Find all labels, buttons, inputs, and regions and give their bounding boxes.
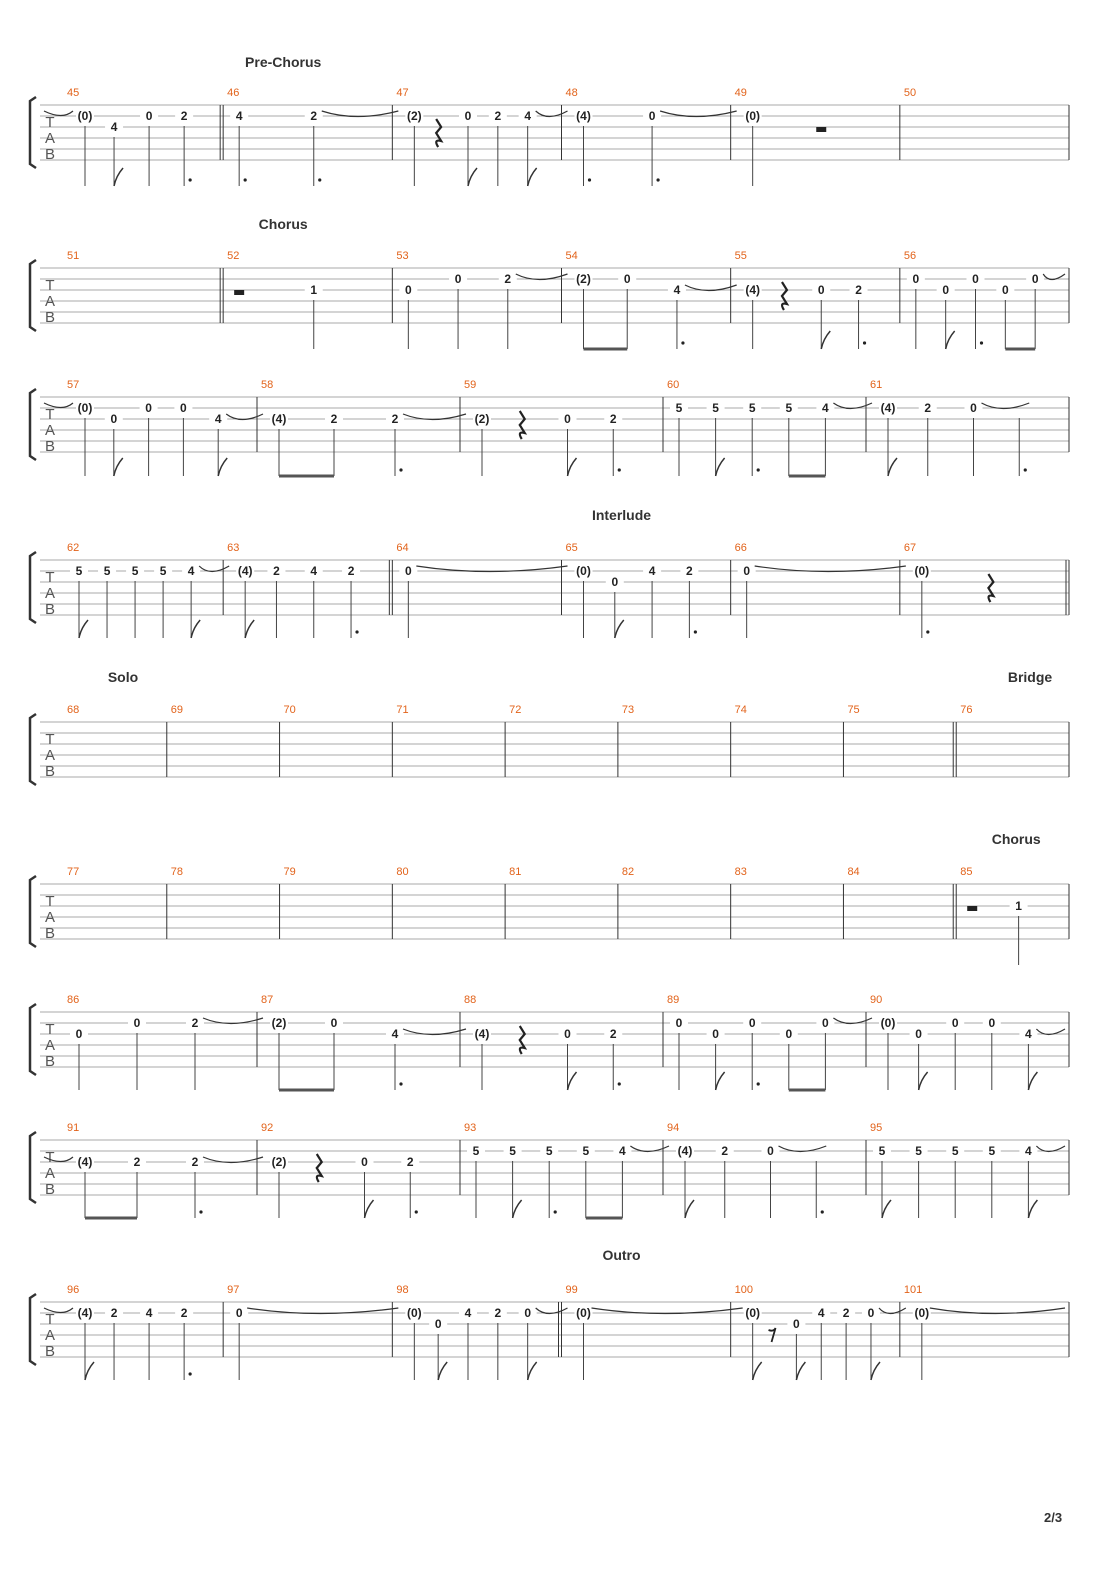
fret-number: 5 — [582, 1144, 590, 1158]
half-rest — [816, 127, 826, 132]
measure-number: 59 — [464, 379, 477, 391]
fret-number: 4 — [187, 564, 195, 578]
measure-number: 49 — [734, 87, 747, 99]
fret-number: 2 — [391, 412, 399, 426]
fret-number: 4 — [145, 1306, 153, 1320]
note-flag — [79, 620, 88, 638]
note-dot — [757, 1082, 760, 1085]
fret-number: 0 — [330, 1016, 338, 1030]
fret-number: 2 — [347, 564, 355, 578]
fret-number: 2 — [180, 109, 188, 123]
fret-number: 5 — [75, 564, 83, 578]
fret-number: 0 — [972, 272, 979, 286]
measure-number: 84 — [847, 866, 860, 878]
fret-number: 4 — [310, 564, 318, 578]
tab-letter-a: A — [44, 585, 56, 602]
fret-number: 4 — [817, 1306, 825, 1320]
tab-letter-a: A — [44, 1327, 56, 1344]
staff-bracket — [30, 1294, 36, 1365]
measure-number: 50 — [903, 87, 917, 99]
measure-number: 95 — [870, 1122, 883, 1134]
measure-number: 54 — [565, 250, 578, 262]
fret-number: 0 — [767, 1144, 774, 1158]
note-flag — [85, 1362, 94, 1380]
fret-number: 2 — [721, 1144, 729, 1158]
staff-bracket — [30, 714, 36, 785]
measure-number: 96 — [67, 1284, 80, 1296]
fret-number: 0 — [623, 272, 631, 286]
measure-number: 69 — [170, 704, 184, 716]
fret-number: 4 — [391, 1027, 399, 1041]
fret-number: 0 — [361, 1155, 368, 1169]
note-flag — [528, 1362, 537, 1380]
fret-number: 0 — [464, 109, 472, 123]
note-flag — [753, 1362, 762, 1380]
fret-number: 4 — [619, 1144, 626, 1158]
note-dot — [399, 1082, 402, 1085]
tab-letter-a: A — [44, 130, 56, 147]
measure-number: 45 — [67, 87, 80, 99]
fret-number: 0 — [785, 1027, 793, 1041]
fret-number: 5 — [103, 564, 111, 578]
fret-number: 0 — [970, 401, 977, 415]
fret-number: 2 — [686, 564, 693, 578]
note-dot — [318, 178, 321, 181]
tab-letter-t: T — [45, 1021, 55, 1038]
tab-letter-t: T — [45, 114, 55, 131]
fret-number: (0) — [77, 109, 93, 123]
fret-number: 4 — [464, 1306, 472, 1320]
note-flag — [468, 168, 477, 186]
note-flag — [796, 1362, 805, 1380]
measure-number: 99 — [565, 1284, 578, 1296]
fret-number: 2 — [842, 1306, 850, 1320]
section-label: Bridge — [1007, 669, 1053, 685]
measure-number: 94 — [667, 1122, 680, 1134]
quarter-rest — [782, 282, 787, 310]
fret-number: 0 — [75, 1027, 83, 1041]
measure-number: 67 — [903, 542, 917, 554]
measure-number: 70 — [283, 704, 296, 716]
fret-number: 0 — [748, 1016, 756, 1030]
fret-number: 2 — [310, 109, 318, 123]
fret-number: (4) — [576, 109, 591, 123]
note-dot — [189, 1372, 192, 1375]
fret-number: 2 — [924, 401, 932, 415]
fret-number: (0) — [77, 401, 93, 415]
fret-number: 0 — [793, 1317, 800, 1331]
fret-number: 2 — [110, 1306, 118, 1320]
quarter-rest — [317, 1154, 322, 1182]
fret-number: 0 — [822, 1016, 829, 1030]
note-dot — [681, 341, 684, 344]
fret-number: 4 — [235, 109, 243, 123]
measure-number: 64 — [396, 542, 409, 554]
measure-number: 98 — [396, 1284, 409, 1296]
measure-number: 85 — [960, 866, 973, 878]
fret-number: 0 — [404, 564, 412, 578]
measure-number: 72 — [509, 704, 522, 716]
note-flag — [946, 331, 955, 349]
staff-bracket — [30, 260, 36, 331]
fret-number: 2 — [330, 412, 338, 426]
measure-number: 76 — [960, 704, 973, 716]
fret-number: 0 — [235, 1306, 243, 1320]
fret-number: (0) — [576, 564, 591, 578]
note-flag — [821, 331, 830, 349]
measure-number: 97 — [227, 1284, 240, 1296]
tab-letter-t: T — [45, 569, 55, 586]
fret-number: 0 — [110, 412, 118, 426]
tab-letter-t: T — [45, 406, 55, 423]
measure-number: 88 — [464, 994, 477, 1006]
tab-letter-t: T — [45, 1311, 55, 1328]
fret-number: (0) — [576, 1306, 591, 1320]
note-flag — [685, 1200, 694, 1218]
note-flag — [191, 620, 200, 638]
measure-number: 66 — [734, 542, 747, 554]
fret-number: (4) — [77, 1155, 93, 1169]
fret-number: 4 — [1025, 1144, 1032, 1158]
tab-letter-a: A — [44, 909, 56, 926]
half-rest — [234, 290, 244, 295]
staff-bracket — [30, 876, 36, 947]
note-flag — [888, 458, 897, 476]
measure-number: 56 — [903, 250, 917, 262]
note-dot — [189, 178, 192, 181]
tab-letter-b: B — [44, 1343, 56, 1360]
fret-number: 5 — [878, 1144, 886, 1158]
note-dot — [588, 178, 591, 181]
tab-letter-a: A — [44, 1037, 56, 1054]
fret-number: (2) — [406, 109, 422, 123]
tab-letter-t: T — [45, 731, 55, 748]
measure-number: 81 — [509, 866, 522, 878]
fret-number: 4 — [1025, 1027, 1032, 1041]
fret-number: 5 — [159, 564, 167, 578]
note-dot — [199, 1210, 202, 1213]
fret-number: 2 — [180, 1306, 188, 1320]
fret-number: (0) — [914, 564, 930, 578]
staff-bracket — [30, 552, 36, 623]
measure-number: 100 — [734, 1284, 754, 1296]
section-label: Chorus — [991, 831, 1041, 847]
fret-number: (0) — [914, 1306, 930, 1320]
fret-number: 0 — [454, 272, 462, 286]
fret-number: (0) — [745, 1306, 761, 1320]
measure-number: 93 — [464, 1122, 477, 1134]
tab-letter-a: A — [44, 293, 56, 310]
measure-number: 73 — [621, 704, 635, 716]
measure-number: 101 — [903, 1284, 923, 1296]
quarter-rest — [520, 1026, 525, 1054]
measure-number: 60 — [667, 379, 680, 391]
fret-number: 0 — [1031, 272, 1039, 286]
measure-number: 48 — [565, 87, 578, 99]
note-flag — [114, 168, 123, 186]
measure-number: 82 — [621, 866, 635, 878]
fret-number: 1 — [1015, 899, 1022, 913]
fret-number: 0 — [743, 564, 751, 578]
staff-bracket — [30, 389, 36, 460]
fret-number: (4) — [271, 412, 287, 426]
note-flag — [365, 1200, 374, 1218]
note-flag — [919, 1072, 928, 1090]
fret-number: (0) — [880, 1016, 896, 1030]
note-flag — [716, 458, 725, 476]
fret-number: 0 — [564, 412, 571, 426]
fret-number: 0 — [180, 401, 187, 415]
measure-number: 53 — [396, 250, 409, 262]
tab-letter-b: B — [44, 1053, 56, 1070]
tab-letter-t: T — [45, 277, 55, 294]
measure-number: 61 — [870, 379, 883, 391]
note-dot — [926, 630, 929, 633]
fret-number: 0 — [988, 1016, 996, 1030]
fret-number: 0 — [915, 1027, 922, 1041]
fret-number: 2 — [494, 1306, 502, 1320]
measure-number: 71 — [396, 704, 409, 716]
note-dot — [980, 341, 983, 344]
measure-number: 87 — [261, 994, 274, 1006]
fret-number: 0 — [867, 1306, 875, 1320]
note-flag — [245, 620, 254, 638]
staff-bracket — [30, 1132, 36, 1203]
measure-number: 77 — [67, 866, 80, 878]
measure-number: 90 — [870, 994, 883, 1006]
fret-number: 5 — [748, 401, 756, 415]
note-dot — [863, 341, 866, 344]
tab-letter-b: B — [44, 438, 56, 455]
fret-number: 2 — [406, 1155, 414, 1169]
fret-number: 0 — [133, 1016, 141, 1030]
fret-number: 5 — [988, 1144, 996, 1158]
fret-number: 0 — [675, 1016, 683, 1030]
page-number: 2/3 — [1044, 1510, 1063, 1525]
fret-number: 5 — [675, 401, 683, 415]
fret-number: 5 — [951, 1144, 959, 1158]
quarter-rest — [520, 411, 525, 439]
fret-number: 2 — [609, 1027, 617, 1041]
note-flag — [218, 458, 227, 476]
fret-number: 4 — [524, 109, 532, 123]
fret-number: 5 — [509, 1144, 516, 1158]
tab-letter-b: B — [44, 763, 56, 780]
fret-number: 0 — [564, 1027, 571, 1041]
note-flag — [438, 1362, 447, 1380]
note-dot — [415, 1210, 418, 1213]
fret-number: (2) — [271, 1155, 287, 1169]
fret-number: 2 — [494, 109, 502, 123]
note-dot — [821, 1210, 824, 1213]
measure-number: 86 — [67, 994, 80, 1006]
fret-number: (4) — [677, 1144, 693, 1158]
section-label: Pre-Chorus — [245, 54, 322, 70]
note-dot — [757, 468, 760, 471]
fret-number: (4) — [474, 1027, 490, 1041]
fret-number: (4) — [77, 1306, 93, 1320]
fret-number: (4) — [880, 401, 896, 415]
fret-number: 5 — [915, 1144, 922, 1158]
fret-number: (2) — [474, 412, 490, 426]
note-flag — [568, 1072, 577, 1090]
quarter-rest — [988, 574, 993, 602]
measure-number: 78 — [170, 866, 184, 878]
tab-letter-a: A — [44, 1165, 56, 1182]
measure-number: 68 — [67, 704, 80, 716]
fret-number: 0 — [434, 1317, 442, 1331]
tab-letter-b: B — [44, 1181, 56, 1198]
note-dot — [1024, 468, 1027, 471]
section-label: Interlude — [591, 507, 652, 523]
fret-number: 1 — [310, 283, 318, 297]
measure-number: 52 — [227, 250, 240, 262]
fret-number: 0 — [145, 401, 152, 415]
fret-number: 0 — [817, 283, 825, 297]
tab-letter-a: A — [44, 747, 56, 764]
measure-number: 62 — [67, 542, 80, 554]
fret-number: 4 — [673, 283, 681, 297]
half-rest — [967, 906, 977, 911]
note-dot — [656, 178, 659, 181]
tab-letter-b: B — [44, 925, 56, 942]
fret-number: (0) — [745, 109, 761, 123]
staff-bracket — [30, 97, 36, 168]
fret-number: 0 — [951, 1016, 959, 1030]
fret-number: 2 — [191, 1016, 199, 1030]
note-flag — [615, 620, 624, 638]
fret-number: 4 — [214, 412, 222, 426]
fret-number: 5 — [785, 401, 793, 415]
staff-bracket — [30, 1004, 36, 1075]
measure-number: 55 — [734, 250, 747, 262]
fret-number: 2 — [504, 272, 512, 286]
section-label: Chorus — [258, 216, 308, 232]
measure-number: 83 — [734, 866, 747, 878]
fret-number: 0 — [404, 283, 412, 297]
fret-number: 4 — [110, 120, 118, 134]
note-flag — [1028, 1200, 1037, 1218]
note-flag — [716, 1072, 725, 1090]
fret-number: 0 — [1001, 283, 1009, 297]
fret-number: 4 — [822, 401, 829, 415]
measure-number: 91 — [67, 1122, 80, 1134]
fret-number: 2 — [273, 564, 280, 578]
tab-letter-b: B — [44, 309, 56, 326]
measure-number: 58 — [261, 379, 274, 391]
measure-number: 79 — [283, 866, 296, 878]
fret-number: 0 — [145, 109, 153, 123]
measure-number: 89 — [667, 994, 680, 1006]
measure-number: 75 — [847, 704, 860, 716]
note-flag — [882, 1200, 891, 1218]
section-label: Solo — [107, 669, 139, 685]
tab-letter-t: T — [45, 1149, 55, 1166]
fret-number: 2 — [191, 1155, 199, 1169]
measure-number: 51 — [67, 250, 80, 262]
fret-number: 4 — [648, 564, 656, 578]
note-flag — [528, 168, 537, 186]
tab-letter-b: B — [44, 146, 56, 163]
tab-letter-b: B — [44, 601, 56, 618]
note-flag — [513, 1200, 522, 1218]
measure-number: 92 — [261, 1122, 274, 1134]
fret-number: 0 — [648, 109, 656, 123]
fret-number: 0 — [611, 575, 619, 589]
tab-letter-t: T — [45, 893, 55, 910]
note-dot — [618, 1082, 621, 1085]
measure-number: 63 — [227, 542, 240, 554]
fret-number: 5 — [545, 1144, 553, 1158]
note-flag — [1028, 1072, 1037, 1090]
fret-number: (2) — [576, 272, 591, 286]
fret-number: 5 — [712, 401, 719, 415]
measure-number: 57 — [67, 379, 80, 391]
quarter-rest — [436, 119, 441, 147]
fret-number: (2) — [271, 1016, 287, 1030]
measure-number: 47 — [396, 87, 409, 99]
note-dot — [355, 630, 358, 633]
fret-number: 2 — [609, 412, 617, 426]
fret-number: (4) — [745, 283, 761, 297]
fret-number: 2 — [855, 283, 862, 297]
fret-number: 5 — [472, 1144, 480, 1158]
note-flag — [871, 1362, 880, 1380]
fret-number: (0) — [406, 1306, 422, 1320]
fret-number: 0 — [912, 272, 920, 286]
fret-number: (4) — [237, 564, 253, 578]
section-label: Outro — [602, 1247, 641, 1263]
note-dot — [244, 178, 247, 181]
fret-number: 5 — [131, 564, 139, 578]
fret-number: 0 — [524, 1306, 532, 1320]
note-flag — [568, 458, 577, 476]
measure-number: 46 — [227, 87, 240, 99]
measure-number: 74 — [734, 704, 747, 716]
fret-number: 0 — [712, 1027, 719, 1041]
tab-letter-a: A — [44, 422, 56, 439]
note-dot — [554, 1210, 557, 1213]
note-flag — [114, 458, 123, 476]
measure-number: 65 — [565, 542, 578, 554]
measure-number: 80 — [396, 866, 409, 878]
note-dot — [399, 468, 402, 471]
note-dot — [618, 468, 621, 471]
fret-number: 2 — [133, 1155, 141, 1169]
fret-number: 0 — [942, 283, 950, 297]
note-dot — [694, 630, 697, 633]
